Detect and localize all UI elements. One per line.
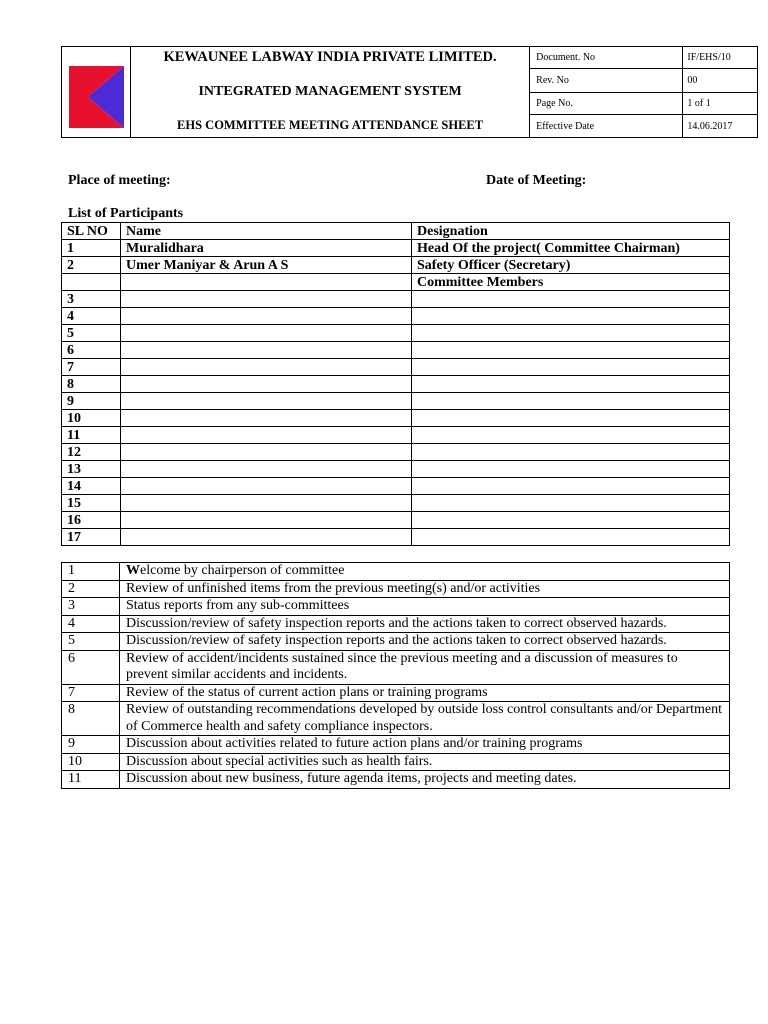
participants-table <box>61 222 730 546</box>
participant-designation <box>412 444 730 461</box>
participant-designation <box>412 512 730 529</box>
participants-header-row <box>62 223 730 240</box>
agenda-item-text: Discussion/review of safety inspection reports and the actions taken to correct observed hazards. <box>126 633 667 648</box>
participant-name <box>121 495 412 512</box>
participant-designation <box>412 342 730 359</box>
participant-name <box>121 291 412 308</box>
agenda-item-text: Review of outstanding recommendations developed by outside loss control consultants and/or Department of Commerce health and safety compliance inspectors. <box>126 702 723 734</box>
agenda-number: 7 <box>62 684 120 702</box>
participant-sl-no: 16 <box>62 512 121 529</box>
agenda-item-lead: W <box>126 563 140 578</box>
agenda-number: 3 <box>62 598 120 616</box>
meta-label-page: Page No. <box>530 93 683 115</box>
participant-name <box>121 529 412 546</box>
participant-row <box>62 444 730 461</box>
participant-row <box>62 427 730 444</box>
agenda-number: 11 <box>62 771 120 789</box>
agenda-number: 1 <box>62 563 120 581</box>
agenda-item <box>120 650 730 684</box>
agenda-row <box>62 580 730 598</box>
agenda-row <box>62 753 730 771</box>
logo-cell <box>62 47 131 138</box>
participant-sl-no: 5 <box>62 325 121 342</box>
participant-row <box>62 478 730 495</box>
agenda-row <box>62 650 730 684</box>
agenda-item <box>120 598 730 616</box>
participant-row <box>62 393 730 410</box>
participant-designation <box>412 410 730 427</box>
participant-name <box>121 359 412 376</box>
participant-sl-no: 2 <box>62 257 121 274</box>
meta-value-page: 1 of 1 <box>683 93 758 115</box>
participant-sl-no: 9 <box>62 393 121 410</box>
participant-sl-no: 7 <box>62 359 121 376</box>
agenda-number: 9 <box>62 736 120 754</box>
agenda-item <box>120 753 730 771</box>
participant-name: Muralidhara <box>121 240 412 257</box>
participant-sl-no: 11 <box>62 427 121 444</box>
participant-name <box>121 461 412 478</box>
participant-row <box>62 291 730 308</box>
meta-value-doc: IF/EHS/10 <box>683 47 758 69</box>
agenda-item <box>120 615 730 633</box>
meta-value-date: 14.06.2017 <box>683 115 758 138</box>
agenda-item <box>120 563 730 581</box>
participant-designation <box>412 359 730 376</box>
participant-name <box>121 274 412 291</box>
agenda-item-text: Review of the status of current action plans or training programs <box>126 684 488 700</box>
agenda-table <box>61 562 730 789</box>
participant-row <box>62 529 730 546</box>
document-header <box>61 46 758 138</box>
participant-designation: Safety Officer (Secretary) <box>412 257 730 274</box>
participant-name <box>121 512 412 529</box>
header-name: Name <box>121 223 412 240</box>
participant-designation <box>412 461 730 478</box>
participant-designation: Head Of the project( Committee Chairman) <box>412 240 730 257</box>
participant-designation: Committee Members <box>412 274 730 291</box>
participant-row <box>62 257 730 274</box>
participant-sl-no: 12 <box>62 444 121 461</box>
sheet-title: EHS COMMITTEE MEETING ATTENDANCE SHEET <box>177 118 484 132</box>
participant-name <box>121 342 412 359</box>
agenda-item <box>120 580 730 598</box>
participant-sl-no: 13 <box>62 461 121 478</box>
agenda-row <box>62 615 730 633</box>
company-logo <box>62 47 130 137</box>
participant-name: Umer Maniyar & Arun A S <box>121 257 412 274</box>
participants-list-label: List of Participants <box>68 206 184 221</box>
meta-label-rev: Rev. No <box>530 69 683 93</box>
agenda-row <box>62 702 730 736</box>
participant-designation <box>412 495 730 512</box>
agenda-row <box>62 598 730 616</box>
participant-designation <box>412 393 730 410</box>
agenda-number: 8 <box>62 702 120 736</box>
participant-sl-no: 4 <box>62 308 121 325</box>
participant-name <box>121 393 412 410</box>
agenda-item-text: Discussion about new business, future agenda items, projects and meeting dates. <box>126 771 577 786</box>
agenda-number: 2 <box>62 580 120 598</box>
participant-sl-no <box>62 274 121 291</box>
participant-sl-no: 1 <box>62 240 121 257</box>
participant-sl-no: 15 <box>62 495 121 512</box>
participant-name <box>121 376 412 393</box>
participant-sl-no: 10 <box>62 410 121 427</box>
participant-row <box>62 376 730 393</box>
agenda-item-text: Discussion about special activities such as health fairs. <box>126 753 433 769</box>
participant-sl-no: 8 <box>62 376 121 393</box>
participant-sl-no: 3 <box>62 291 121 308</box>
meta-label-doc: Document. No <box>530 47 683 69</box>
header-titles <box>131 47 530 138</box>
agenda-item <box>120 684 730 702</box>
agenda-item <box>120 702 730 736</box>
participant-designation <box>412 325 730 342</box>
participant-row <box>62 325 730 342</box>
agenda-item-text: elcome by chairperson of committee <box>140 563 345 578</box>
agenda-number: 6 <box>62 650 120 684</box>
participant-row <box>62 461 730 478</box>
participant-name <box>121 444 412 461</box>
system-name: INTEGRATED MANAGEMENT SYSTEM <box>198 84 462 99</box>
participant-row <box>62 495 730 512</box>
participant-sl-no: 6 <box>62 342 121 359</box>
agenda-item <box>120 633 730 651</box>
agenda-item-text: Review of unfinished items from the previous meeting(s) and/or activities <box>126 580 541 596</box>
meta-value-rev: 00 <box>683 69 758 93</box>
participant-sl-no: 17 <box>62 529 121 546</box>
agenda-item <box>120 771 730 789</box>
participant-name <box>121 410 412 427</box>
agenda-item-text: Discussion about activities related to future action plans and/or training programs <box>126 736 583 751</box>
participant-row <box>62 240 730 257</box>
agenda-row <box>62 771 730 789</box>
agenda-item <box>120 736 730 754</box>
participant-name <box>121 478 412 495</box>
participant-sl-no: 14 <box>62 478 121 495</box>
header-sl-no: SL NO <box>62 223 121 240</box>
participant-name <box>121 427 412 444</box>
participant-row <box>62 308 730 325</box>
participant-designation <box>412 308 730 325</box>
participant-row <box>62 410 730 427</box>
agenda-item-text: Discussion/review of safety inspection reports and the actions taken to correct observed hazards. <box>126 615 667 631</box>
agenda-row <box>62 563 730 581</box>
meta-label-date: Effective Date <box>530 115 683 138</box>
agenda-number: 5 <box>62 633 120 651</box>
participant-designation <box>412 376 730 393</box>
agenda-item-text: Review of accident/incidents sustained since the previous meeting and a discussion of measures to prevent similar accidents and incidents. <box>126 650 678 682</box>
date-of-meeting-label: Date of Meeting: <box>486 173 587 188</box>
participant-designation <box>412 291 730 308</box>
place-of-meeting-label: Place of meeting: <box>68 173 171 188</box>
logo-red-bar <box>69 66 88 128</box>
agenda-number: 4 <box>62 615 120 633</box>
agenda-number: 10 <box>62 753 120 771</box>
participant-designation <box>412 529 730 546</box>
agenda-row <box>62 684 730 702</box>
agenda-item-text: Status reports from any sub-committees <box>126 598 350 613</box>
participant-row <box>62 342 730 359</box>
participant-name <box>121 308 412 325</box>
agenda-row <box>62 736 730 754</box>
participant-row <box>62 274 730 291</box>
participant-row <box>62 512 730 529</box>
company-name: KEWAUNEE LABWAY INDIA PRIVATE LIMITED. <box>163 49 497 65</box>
participant-designation <box>412 427 730 444</box>
participant-designation <box>412 478 730 495</box>
participant-name <box>121 325 412 342</box>
participant-row <box>62 359 730 376</box>
agenda-row <box>62 633 730 651</box>
header-designation: Designation <box>412 223 730 240</box>
